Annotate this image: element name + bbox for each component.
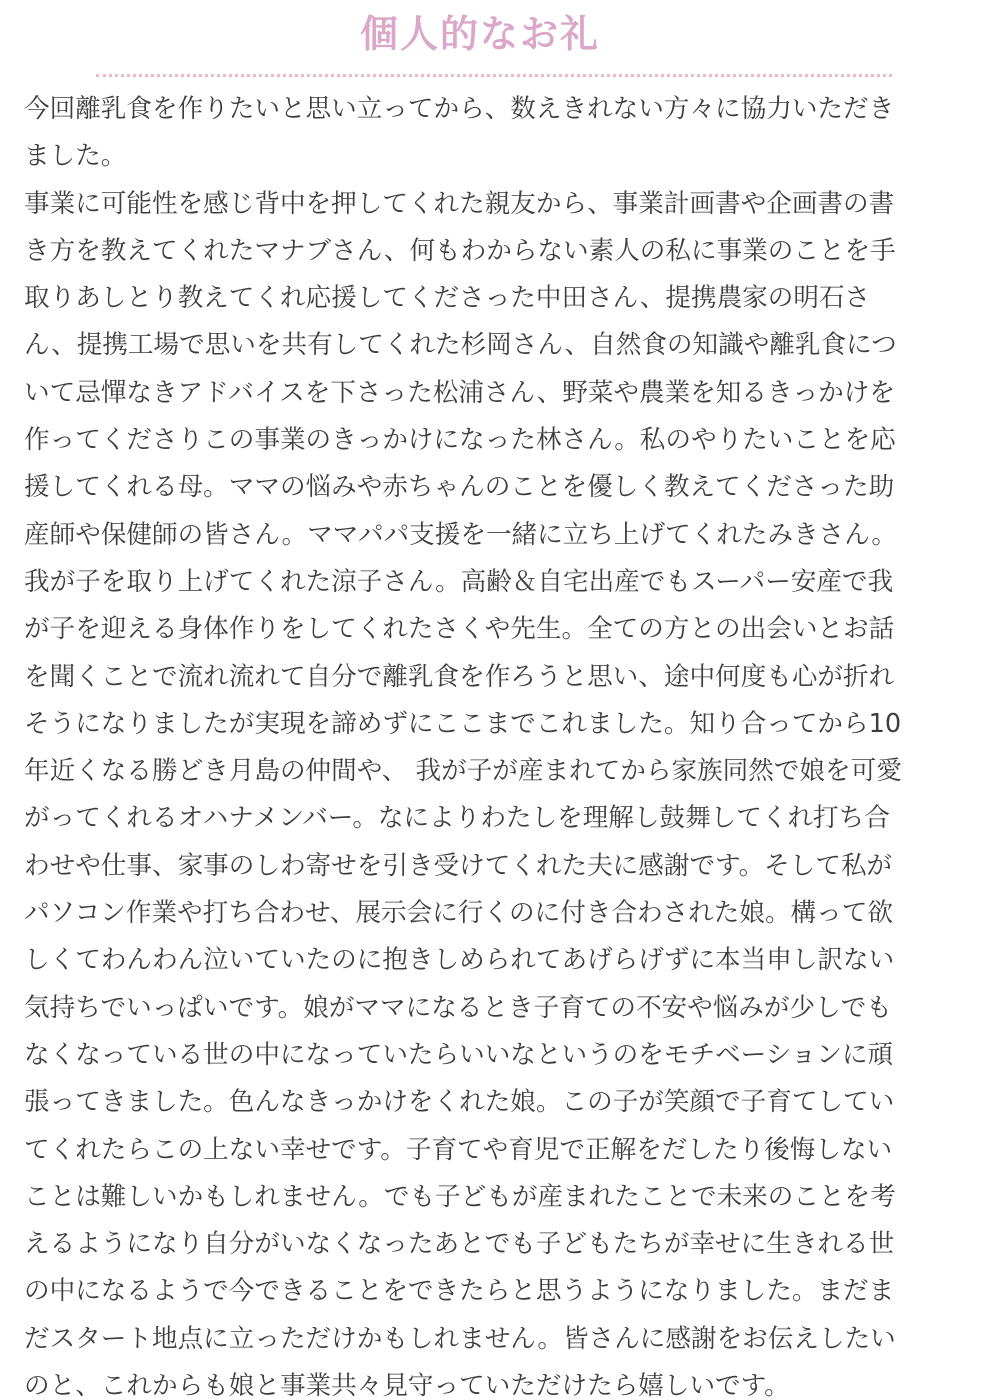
- text-line: 援してくれる母。ママの悩みや赤ちゃんのことを優しく教えてくださった助: [24, 472, 895, 503]
- text-line: ことは難しいかもしれません。でも子どもが産まれたことで未来のことを考: [24, 1181, 896, 1212]
- text-line: 取りあしとり教えてくれ応援してくださった中田さん、提携農家の明石さ: [24, 283, 871, 314]
- text-line: ん、提携工場で思いを共有してくれた杉岡さん、自然食の知識や離乳食につ: [24, 330, 897, 361]
- text-line: 年近くなる勝どき月島の仲間や、 我が子が産まれてから家族同然で娘を可愛: [24, 756, 902, 787]
- message-body: [24, 86, 980, 1400]
- dotted-divider: [96, 74, 892, 77]
- text-line: 張ってきました。色んなきっかけをくれた娘。この子が笑顔で子育てしてい: [24, 1087, 895, 1118]
- text-line: 作ってくださりこの事業のきっかけになった林さん。私のやりたいことを応: [24, 425, 896, 456]
- text-line: 今回離乳食を作りたいと思い立ってから、数えきれない方々に協力いただき: [24, 94, 895, 124]
- text-line: がってくれるオハナメンバー。なによりわたしを理解し鼓舞してくれ打ち合: [24, 803, 890, 834]
- text-line: えるようになり自分がいなくなったあとでも子どもたちが幸せに生きれる世: [24, 1229, 895, 1260]
- text-line: わせや仕事、家事のしわ寄せを引き受けてくれた夫に感謝です。そして私が: [24, 850, 893, 881]
- text-line: だスタート地点に立っただけかもしれません。皆さんに感謝をお伝えしたい: [24, 1323, 896, 1354]
- text-line: 産師や保健師の皆さん。ママパパ支援を一緒に立ち上げてくれたみきさん。: [24, 519, 898, 550]
- text-line: しくてわんわん泣いていたのに抱きしめられてあげらげずに本当申し訳ない: [24, 945, 895, 976]
- text-line: パソコン作業や打ち合わせ、展示会に行くのに付き合わされた娘。構って欲: [24, 898, 893, 929]
- text-line: ました。: [24, 141, 127, 172]
- text-line: を聞くことで流れ流れて自分で離乳食を作ろうと思い、途中何度も心が折れ: [24, 661, 895, 692]
- text-line: なくなっている世の中になっていたらいいなというのをモチベーションに頑: [24, 1039, 894, 1070]
- text-line: いて忌憚なきアドバイスを下さった松浦さん、野菜や農業を知るきっかけを: [24, 377, 895, 408]
- text-line: 事業に可能性を感じ背中を押してくれた親友から、事業計画書や企画書の書: [24, 188, 895, 219]
- text-line: のと、これからも娘と事業共々見守っていただけたら嬉しいです。: [24, 1371, 790, 1400]
- text-line: が子を迎える身体作りをしてくれたさくや先生。全ての方との出会いとお話: [24, 614, 895, 645]
- text-line: てくれたらこの上ない幸せです。子育てや育児で正解をだしたり後悔しない: [24, 1134, 893, 1165]
- page-title: 個人的なお礼: [359, 12, 600, 56]
- text-line: そうになりましたが実現を諦めずにここまでこれました。知り合ってから10: [24, 708, 902, 739]
- text-line: き方を教えてくれたマナブさん、何もわからない素人の私に事業のことを手: [24, 235, 896, 266]
- text-line: の中になるようで今できることをできたらと思うようになりました。まだま: [24, 1276, 895, 1307]
- text-line: 気持ちでいっぱいです。娘がママになるとき子育ての不安や悩みが少しでも: [24, 992, 892, 1023]
- text-line: 我が子を取り上げてくれた涼子さん。高齢＆自宅出産でもスーパー安産で我: [24, 566, 894, 597]
